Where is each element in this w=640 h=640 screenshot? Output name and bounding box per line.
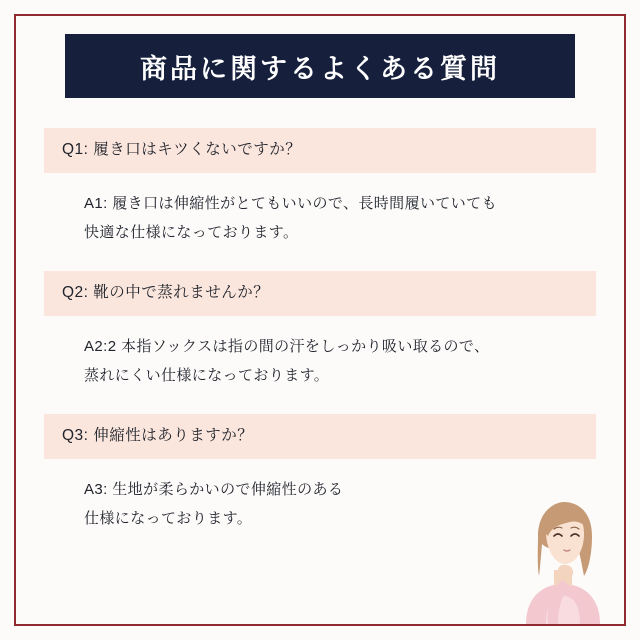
faq-answer-line: A2:2 本指ソックスは指の間の汗をしっかり吸い取るので、 — [84, 337, 490, 355]
faq-answer — [44, 173, 596, 248]
faq-question: Q3: 伸縮性はありますか？ — [44, 414, 596, 459]
faq-item — [44, 128, 596, 247]
page-title: 商品に関するよくある質問 — [140, 53, 500, 84]
faq-answer — [44, 316, 596, 391]
faq-answer-line: 蒸れにくい仕様になっております。 — [84, 366, 330, 384]
page-title-banner — [65, 34, 575, 98]
faq-question: Q1: 履き口はキツくないですか？ — [44, 128, 596, 173]
faq-answer-line: 快適な仕様になっております。 — [84, 223, 299, 241]
faq-answer-line: A3: 生地が柔らかいので伸縮性のある — [84, 480, 344, 498]
woman-thinking-illustration — [508, 484, 618, 624]
faq-answer-line: A1: 履き口は伸縮性がとてもいいので、長時間履いていても — [84, 194, 497, 212]
faq-answer-line: 仕様になっております。 — [84, 510, 253, 528]
faq-question: Q2: 靴の中で蒸れませんか？ — [44, 271, 596, 316]
faq-item — [44, 271, 596, 390]
faq-list — [44, 128, 596, 533]
